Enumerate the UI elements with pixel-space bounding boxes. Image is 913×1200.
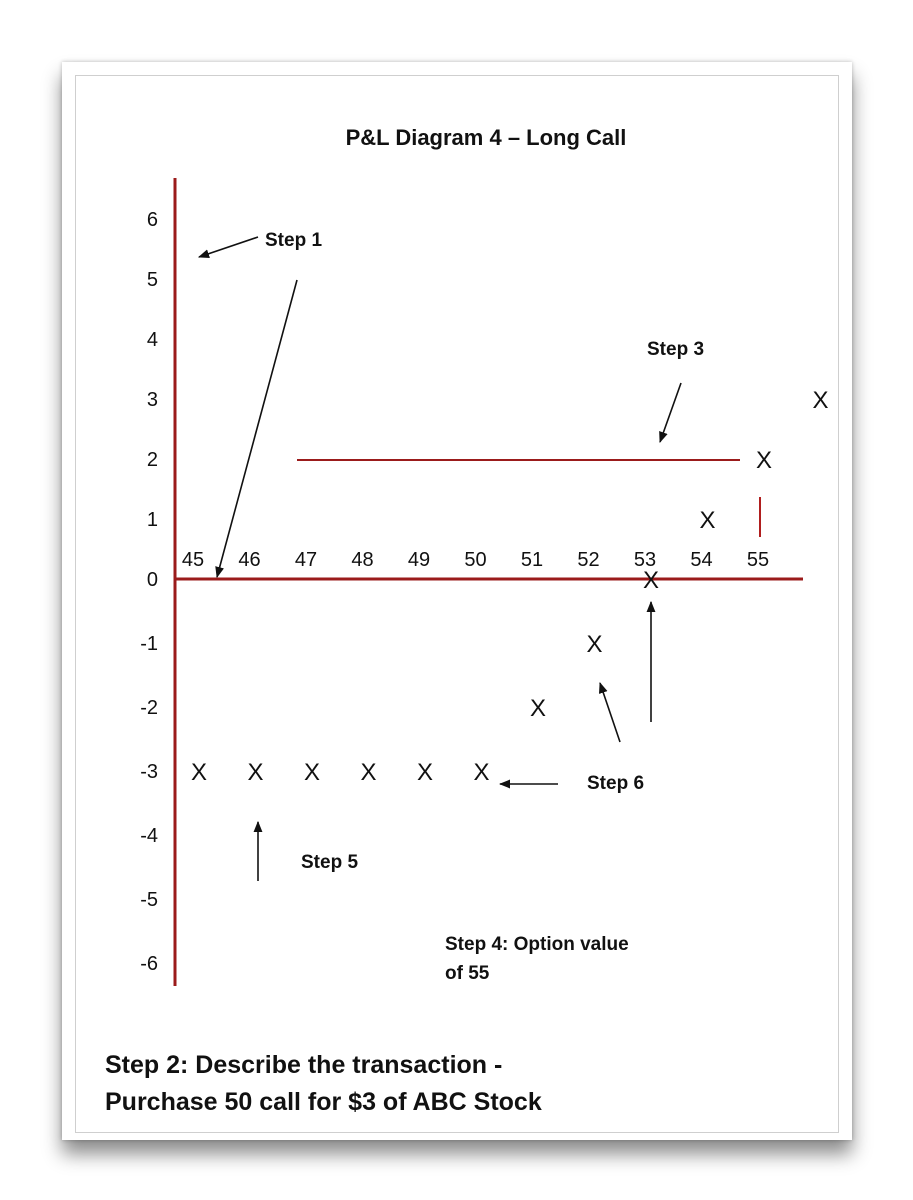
step4-label-line1: Step 4: Option value — [445, 934, 629, 955]
data-point-x-mark: X — [529, 695, 547, 722]
x-tick-label: 55 — [746, 549, 770, 571]
x-tick-label: 52 — [577, 549, 600, 571]
step6-arrow-diag — [600, 683, 620, 742]
y-tick-label: -3 — [140, 761, 158, 783]
chart-title: P&L Diagram 4 – Long Call — [345, 125, 627, 150]
step2-label-line2: Purchase 50 call for $3 of ABC Stock — [105, 1088, 542, 1116]
x-tick-label: 49 — [407, 549, 431, 571]
data-point-x-mark: X — [190, 759, 208, 786]
data-point-x-mark: X — [586, 631, 603, 658]
step1-arrow-axis — [199, 237, 258, 257]
y-tick-label: 3 — [146, 389, 158, 411]
step1-arrow-origin — [217, 280, 297, 577]
step3-label: Step 3 — [647, 339, 705, 360]
y-tick-label: 0 — [146, 569, 158, 591]
data-point-x-mark: X — [247, 759, 264, 786]
step3-arrow — [660, 383, 681, 442]
data-point-x-mark: X — [303, 759, 321, 786]
y-tick-label: 2 — [146, 449, 158, 471]
x-tick-label: 48 — [351, 549, 374, 571]
y-tick-label: 6 — [146, 209, 158, 231]
y-tick-label: -5 — [140, 889, 158, 911]
data-point-x-mark: X — [812, 387, 829, 414]
step2-label-line1: Step 2: Describe the transaction - — [105, 1051, 503, 1079]
data-point-x-mark: X — [755, 447, 773, 474]
x-tick-label: 45 — [181, 549, 205, 571]
x-tick-labels — [182, 549, 769, 571]
data-point-x-mark: X — [642, 567, 660, 594]
y-tick-label: 5 — [146, 269, 158, 291]
y-tick-label: 4 — [146, 329, 158, 351]
data-points — [191, 387, 829, 786]
y-tick-label: -4 — [140, 825, 158, 847]
data-point-x-mark: X — [473, 759, 490, 786]
x-tick-label: 51 — [520, 549, 544, 571]
step4-label-line2: of 55 — [445, 963, 490, 984]
x-tick-label: 53 — [633, 549, 657, 571]
y-tick-label: -6 — [140, 953, 158, 975]
data-point-x-mark: X — [699, 507, 716, 534]
y-tick-label: 1 — [146, 509, 158, 531]
x-tick-label: 54 — [690, 549, 713, 571]
data-point-x-mark: X — [416, 759, 434, 786]
step5-label: Step 5 — [301, 852, 359, 873]
y-tick-label: -1 — [140, 633, 158, 655]
step6-label: Step 6 — [587, 773, 645, 794]
step1-label: Step 1 — [265, 230, 323, 251]
data-point-x-mark: X — [360, 759, 377, 786]
x-tick-label: 50 — [464, 549, 487, 571]
x-tick-label: 47 — [294, 549, 318, 571]
x-tick-label: 46 — [238, 549, 261, 571]
y-tick-labels — [140, 209, 158, 975]
y-tick-label: -2 — [140, 697, 158, 719]
